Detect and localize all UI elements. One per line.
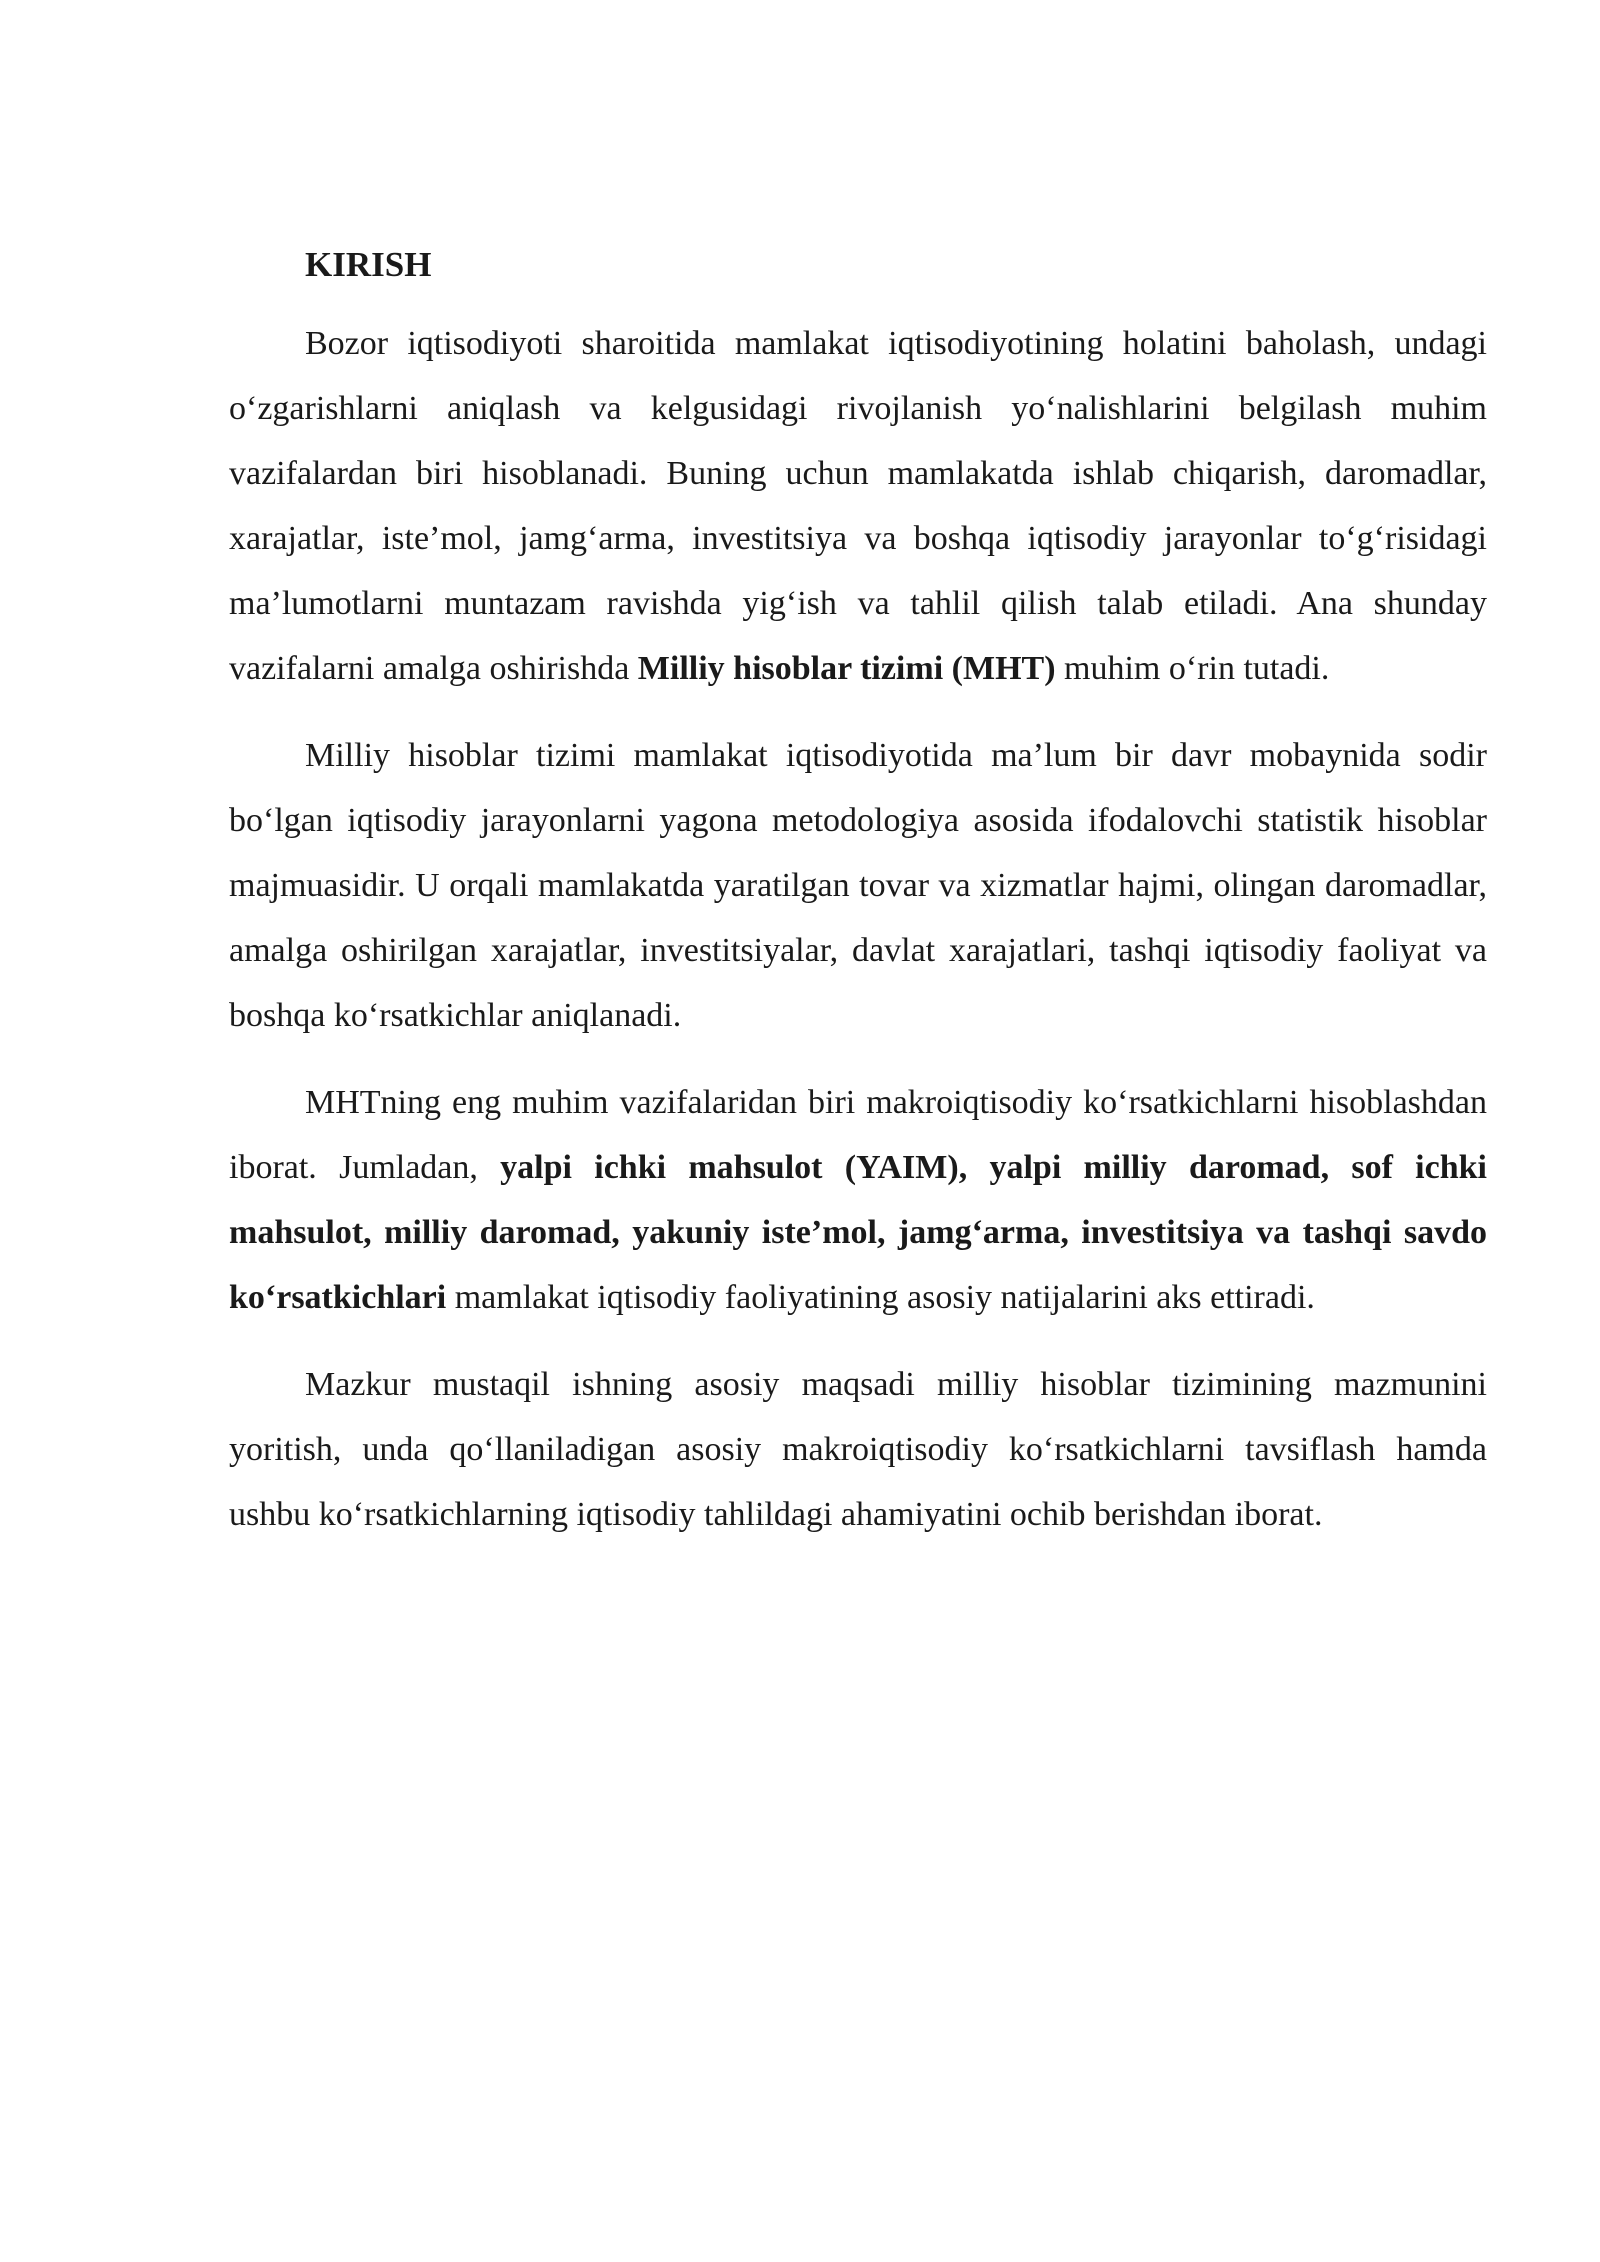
paragraph-4-text: Mazkur mustaqil ishning asosiy maqsadi milliy hisoblar tizimining mazmunini yoritish, unda qo‘llaniladigan asosiy makroiqtisodiy ko‘rsatkichlarni tavsiflash hamda ushbu ko‘rsatkichlarning iqtisodiy tahlildagi ahamiyatini ochib berishdan iborat. [229,1366,1487,1533]
paragraph-2-text: Milliy hisoblar tizimi mamlakat iqtisodiyotida ma’lum bir davr mobaynida sodir bo‘lgan iqtisodiy jarayonlarni yagona metodologiya asosida ifodalovchi statistik hisoblar majmuasidir. U orqali mamlakatda yaratilgan tovar va xizmatlar hajmi, olingan daromadlar, amalga oshirilgan xarajatlar, investitsiyalar, davlat xarajatlari, tashqi iqtisodiy faoliyat va boshqa ko‘rsatkichlar aniqlanadi. [229,737,1487,1034]
section-heading: KIRISH [305,245,432,284]
paragraph-3-text-end: mamlakat iqtisodiy faoliyatining asosiy natijalarini aks ettiradi. [446,1279,1315,1316]
paragraph-1 [229,311,1487,701]
paragraph-1-text-start: Bozor iqtisodiyoti sharoitida mamlakat iqtisodiyotining holatini baholash, undagi o‘zgarishlarni aniqlash va kelgusidagi rivojlanish yo‘nalishlarini belgilash muhim vazifalardan biri hisoblanadi. Buning uchun mamlakatda ishlab chiqarish, daromadlar, xarajatlar, iste’mol, jamg‘arma, investitsiya va boshqa iqtisodiy jarayonlar to‘g‘risidagi ma’lumotlarni muntazam ravishda yig‘ish va tahlil qilish talab etiladi. Ana shunday vazifalarni amalga oshirishda [229,325,1487,687]
paragraph-2 [229,723,1487,1048]
paragraph-1-text-end: muhim o‘rin tutadi. [1055,650,1330,687]
paragraph-3-bold-terms: yalpi ichki mahsulot (YAIM), yalpi milliy daromad, sof ichki mahsulot, milliy daromad, yakuniy iste’mol, jamg‘arma, investitsiya va tashqi savdo ko‘rsatkichlari [229,1149,1487,1316]
document-body [229,232,1487,1569]
paragraph-1-bold-term: Milliy hisoblar tizimi (MHT) [637,650,1056,687]
paragraph-3-text-start: MHTning eng muhim vazifalaridan biri makroiqtisodiy ko‘rsatkichlarni hisoblashdan iborat. Jumladan, [229,1084,1487,1186]
paragraph-4 [229,1352,1487,1547]
paragraph-3 [229,1070,1487,1330]
